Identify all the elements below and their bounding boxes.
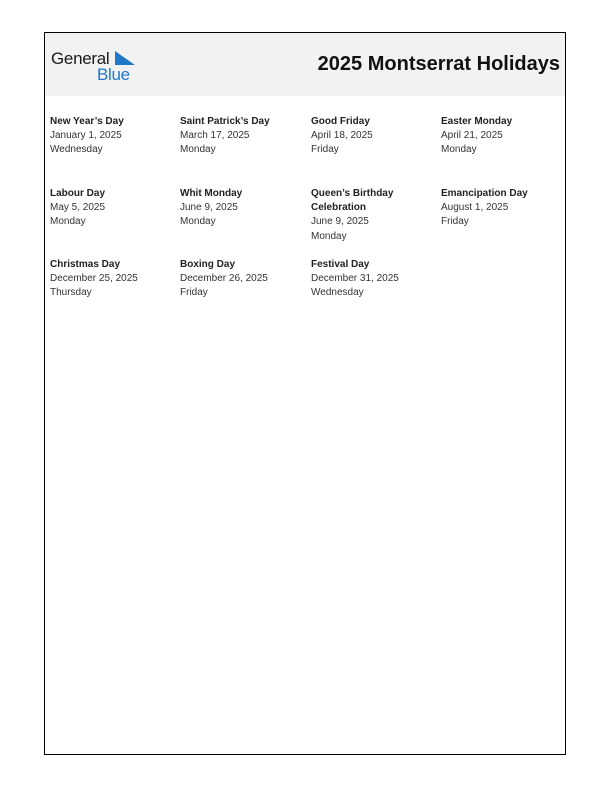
holiday-date: April 21, 2025 [441, 130, 503, 142]
holiday-item [311, 115, 436, 158]
holiday-item [441, 115, 566, 158]
holiday-name: Queen’s Birthday Celebration [311, 188, 394, 214]
holiday-name: Christmas Day [50, 259, 121, 270]
holiday-date: March 17, 2025 [180, 130, 250, 142]
holiday-date: April 18, 2025 [311, 130, 373, 142]
holiday-date: August 1, 2025 [441, 202, 509, 214]
holiday-weekday: Monday [180, 144, 216, 156]
holiday-date: December 31, 2025 [311, 273, 399, 285]
holiday-date: June 9, 2025 [180, 202, 238, 214]
holiday-weekday: Friday [311, 144, 339, 156]
holiday-weekday: Monday [50, 216, 86, 228]
holiday-weekday: Thursday [50, 287, 92, 299]
holiday-name: Boxing Day [180, 259, 236, 270]
logo-triangle-icon [115, 51, 135, 65]
holiday-date: December 26, 2025 [180, 273, 268, 285]
holiday-name: Festival Day [311, 259, 370, 270]
holiday-date: May 5, 2025 [50, 202, 106, 214]
holiday-weekday: Friday [180, 287, 208, 299]
holiday-item [311, 187, 406, 244]
holiday-name: New Year’s Day [50, 116, 124, 127]
holiday-weekday: Wednesday [311, 287, 364, 299]
holiday-weekday: Monday [311, 230, 347, 242]
holiday-name: Saint Patrick’s Day [180, 116, 270, 127]
header-bar [45, 33, 565, 96]
holiday-date: December 25, 2025 [50, 273, 138, 285]
holiday-weekday: Monday [180, 216, 216, 228]
logo [51, 47, 141, 83]
holiday-weekday: Monday [441, 144, 477, 156]
holiday-date: June 9, 2025 [311, 216, 369, 228]
holiday-weekday: Wednesday [50, 144, 103, 156]
holiday-name: Emancipation Day [441, 188, 528, 199]
holiday-name: Whit Monday [180, 188, 243, 199]
holiday-name: Good Friday [311, 116, 370, 127]
holiday-item [311, 258, 436, 301]
holiday-weekday: Friday [441, 216, 469, 228]
page-frame [44, 32, 566, 755]
holiday-name: Labour Day [50, 188, 106, 199]
holiday-item [180, 187, 305, 230]
holiday-item [50, 258, 175, 301]
holiday-item [50, 187, 175, 230]
holiday-item [441, 187, 566, 230]
holiday-name: Easter Monday [441, 116, 513, 127]
holiday-date: January 1, 2025 [50, 130, 122, 142]
holiday-item [180, 258, 305, 301]
holiday-item [50, 115, 175, 158]
page-title: 2025 Montserrat Holidays [317, 53, 560, 75]
holiday-item [180, 115, 305, 158]
logo-word-general: General [51, 49, 110, 68]
logo-word-blue: Blue [97, 65, 130, 84]
